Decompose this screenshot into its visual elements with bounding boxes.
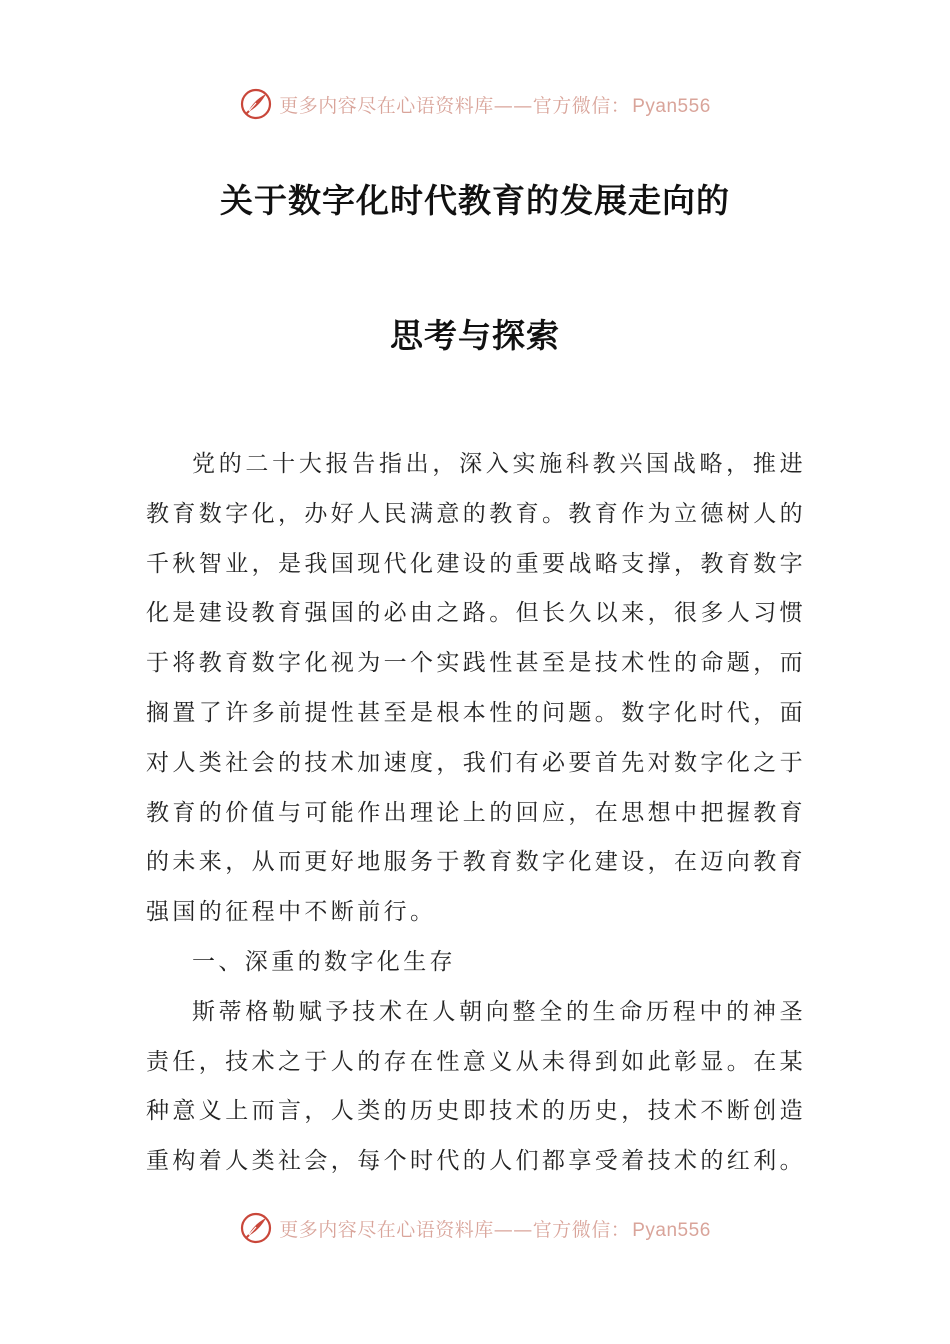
document-title-line-2: 思考与探索 — [390, 316, 560, 355]
body-paragraph: 党的二十大报告指出，深入实施科教兴国战略，推进教育数字化，办好人民满意的教育。教育作为立德树人的千秋智业，是我国现代化建设的重要战略支撑，教育数字化是建设教育强国的必由之路。但长久以来，很多人习惯于将教育数字化视为一个实践性甚至是技术性的命题，而搁置了许多前提性甚至是根本性的问题。数字化时代，面对人类社会的技术加速度，我们有必要首先对数字化之于教育的价值与可能作出理论上的回应，在思想中把握教育的未来，从而更好地服务于教育数字化建设，在迈向教育强国的征程中不断前行。 — [146, 451, 806, 926]
feather-pen-logo-icon — [239, 87, 273, 121]
feather-pen-logo-icon — [239, 1211, 273, 1245]
header-watermark — [0, 84, 950, 124]
footer-watermark — [0, 1208, 950, 1248]
body-paragraph: 斯蒂格勒赋予技术在人朝向整全的生命历程中的神圣责任，技术之于人的存在性意义从未得到如此彰显。在某种意义上而言，人类的历史即技术的历史，技术不断创造重构着人类社会，每个时代的人们都享受着技术的红利。 — [146, 998, 806, 1175]
watermark-text: 更多内容尽在心语资料库——官方微信： Pyan556 — [279, 94, 711, 117]
watermark-text: 更多内容尽在心语资料库——官方微信： Pyan556 — [279, 1218, 711, 1241]
document-body — [146, 440, 806, 1187]
section-heading: 一、深重的数字化生存 — [192, 948, 456, 975]
document-title-line-1: 关于数字化时代教育的发展走向的 — [220, 181, 730, 220]
